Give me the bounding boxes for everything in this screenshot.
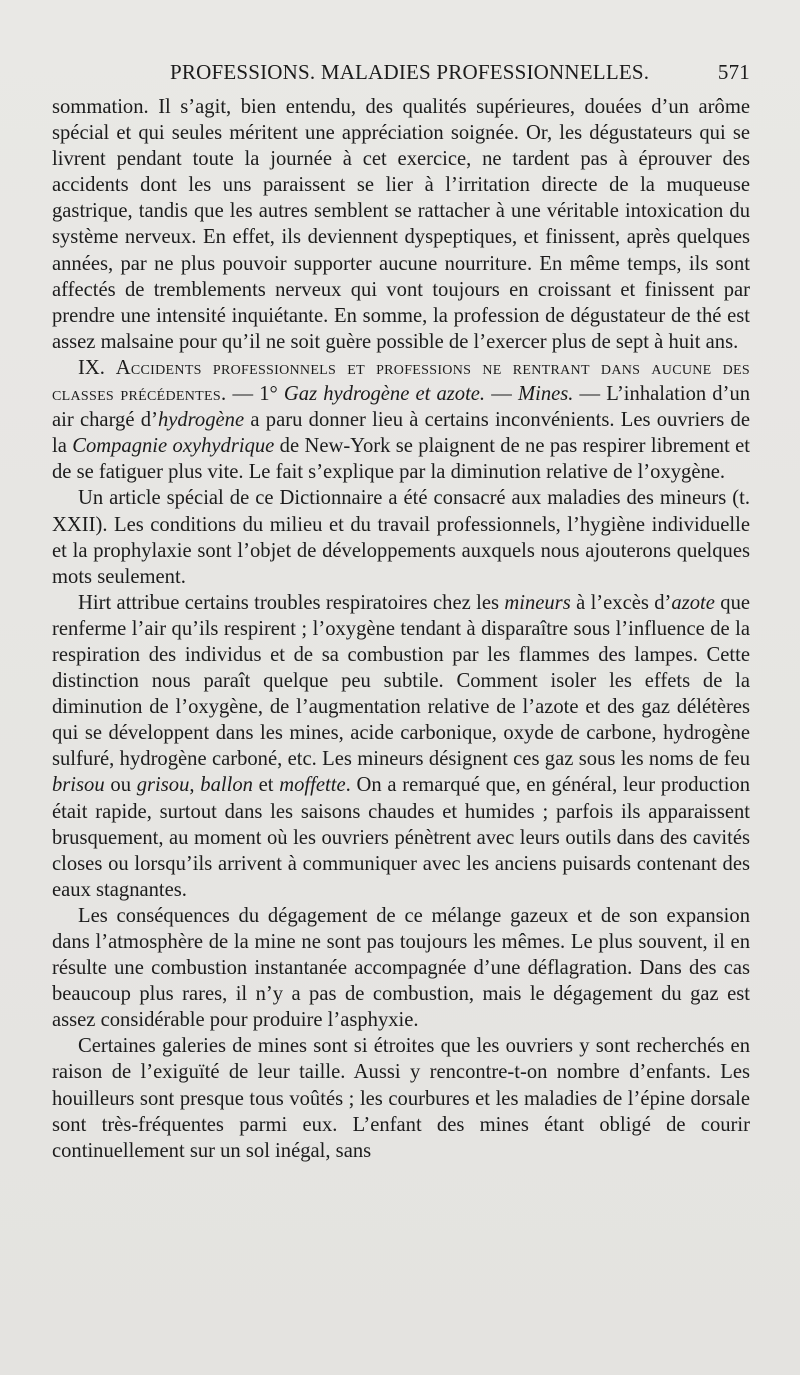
paragraph-section-ix xyxy=(52,355,750,485)
body-text xyxy=(52,94,750,1164)
text-run: que renferme l’air qu’ils respirent ; l’oxygène tendant à disparaître sous l’influence de la respiration des individus et de sa combustion par les flammes des lampes. Cette distinction nous paraît quelque peu subtile. Comment isoler les effets de la diminution de l’oxygène, de l’augmentation relative de l’azote et des gaz délétères qui se développent dans les mines, acide carbonique, oxyde de carbone, hydrogène sulfuré, hydrogène carboné, etc. Les mineurs désignent ces gaz sous les noms de feu xyxy=(52,591,751,771)
text-run: . On a remarqué que, en général, leur production était rapide, surtout dans les saisons chaudes et humides ; parfois ils apparaissent brusquement, au moment où les ouvriers pénètrent avec leurs outils dans des cavités closes ou lorsqu’ils arrivent à communiquer avec les anciens puisards contenant des eaux stagnantes. xyxy=(52,774,751,901)
running-header xyxy=(52,60,750,94)
paragraph-tea-tasters: sommation. Il s’agit, bien entendu, des qualités supérieures, douées d’un arôme spécial et qui seules méritent une appréciation soignée. Or, les dégustateurs qui se livrent pendant toute la journée à cet exercice, ne tardent pas à éprouver des accidents dont les uns paraissent se lier à l’irritation directe de la muqueuse gastrique, tandis que les autres semblent se rattacher à une véritable intoxication du système nerveux. En effet, ils deviennent dyspeptiques, et finissent, après quelques années, par ne plus pouvoir supporter aucune nourriture. En même temps, ils sont affectés de tremblements nerveux qui vont toujours en croissant et finissent par prendre une intensité inquiétante. En somme, la profession de dégustateur de thé est assez malsaine pour qu’il ne soit guère possible de l’exercer plus de sept à huit ans. xyxy=(52,96,750,353)
italic-term: moffette xyxy=(279,774,346,797)
text-run: de New-York se plaignent de ne pas respirer librement et de se fatiguer plus vite. Le fait s’explique par la diminution relative de l’oxygène. xyxy=(52,435,750,484)
dash: — xyxy=(485,383,518,406)
section-numeral: IX. xyxy=(78,356,105,379)
italic-term: azote xyxy=(671,591,715,614)
paragraph-consequences: Les conséquences du dégagement de ce mélange gazeux et de son expansion dans l’atmosphère de la mine ne sont pas toujours les mêmes. Le plus souvent, il en résulte une combustion instantanée accompagnée d’une déflagration. Dans des cas beaucoup plus rares, il n’y a pas de combustion, mais le dégagement du gaz est assez considérable pour produire l’asphyxie. xyxy=(52,904,750,1032)
italic-term: grisou xyxy=(136,774,190,797)
paragraph-hirt xyxy=(52,590,750,903)
italic-term: mineurs xyxy=(504,591,571,614)
italic-term: ballon xyxy=(200,774,253,797)
text-run: a paru donner lieu à certains inconvénients. Les ouvriers de la xyxy=(52,409,750,458)
subsection-number: 1° xyxy=(259,383,284,406)
paragraph-dictionary-article: Un article spécial de ce Dictionnaire a été consacré aux maladies des mineurs (t. XXII). Les conditions du milieu et du travail professionnels, l’hygiène individuelle et la prophylaxie sont l’objet de développements auxquels nous ajouterons quelques mots seulement. xyxy=(52,487,750,588)
dash: — xyxy=(573,383,607,406)
text-run: à l’excès d’ xyxy=(570,591,672,614)
italic-term: hydrogène xyxy=(157,409,245,432)
dash: — xyxy=(226,383,260,406)
paragraph-galleries: Certaines galeries de mines sont si étroites que les ouvriers y sont recherchés en raison de l’exiguïté de leur taille. Aussi y rencontre-t-on nombre d’enfants. Les houilleurs sont presque tous voûtés ; les courbures et les maladies de l’épine dorsale sont très-fréquentes parmi eux. L’enfant des mines étant obligé de courir continuellement sur un sol inégal, sans xyxy=(52,1035,750,1162)
text-run: , xyxy=(189,774,201,797)
subsection-topic: Mines. xyxy=(517,383,574,406)
section-title: Accidents professionnels et professions ne rentrant dans aucune des classes précédentes. xyxy=(52,356,750,406)
text-run: L’inhalation d’un air chargé d’ xyxy=(52,383,751,432)
subsection-title: Gaz hydrogène et azote. xyxy=(283,383,486,406)
italic-term: brisou xyxy=(52,774,105,797)
text-run: ou xyxy=(104,774,137,797)
text-run: Hirt attribue certains troubles respiratoires chez les xyxy=(78,591,505,614)
header-title: PROFESSIONS. MALADIES PROFESSIONNELLES. xyxy=(170,60,650,84)
italic-term: Compagnie oxyhydrique xyxy=(72,435,275,458)
text-run: et xyxy=(252,774,280,797)
page-number: 571 xyxy=(717,60,750,84)
